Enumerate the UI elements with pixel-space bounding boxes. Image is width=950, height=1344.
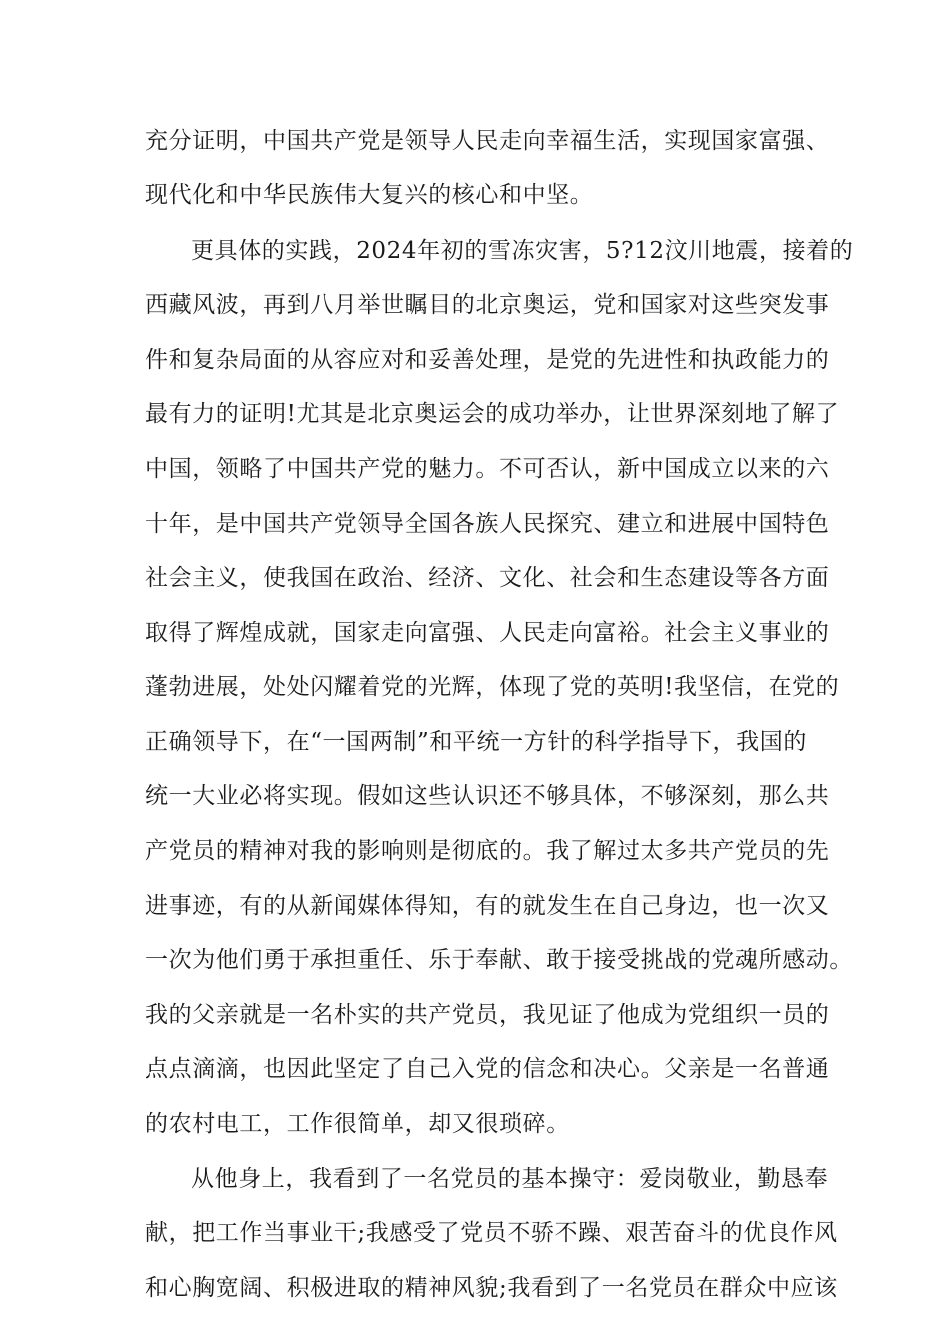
text-line: 正确领导下，在“一国两制”和平统一方针的科学指导下，我国的 xyxy=(145,729,807,755)
text-line: 社会主义，使我国在政治、经济、文化、社会和生态建设等各方面 xyxy=(145,565,830,591)
text-line: 件和复杂局面的从容应对和妥善处理，是党的先进性和执政能力的 xyxy=(145,347,830,373)
text-line: 现代化和中华民族伟大复兴的核心和中坚。 xyxy=(145,182,594,208)
text-line: 西藏风波，再到八月举世瞩目的北京奥运，党和国家对这些突发事 xyxy=(145,292,830,318)
text-line: 蓬勃进展，处处闪耀着党的光辉，体现了党的英明!我坚信，在党的 xyxy=(145,674,840,700)
paragraph-first-line: 从他身上，我看到了一名党员的基本操守：爱岗敬业，勤恳奉 xyxy=(191,1166,829,1192)
text-line: 进事迹，有的从新闻媒体得知，有的就发生在自己身边，也一次又 xyxy=(145,893,830,919)
text-line: 的农村电工，工作很简单，却又很琐碎。 xyxy=(145,1111,570,1137)
paragraph-first-line: 更具体的实践，2024年初的雪冻灾害，5?12汶川地震，接着的 xyxy=(191,238,854,264)
text-line: 献，把工作当事业干;我感受了党员不骄不躁、艰苦奋斗的优良作风 xyxy=(145,1220,838,1246)
text-line: 最有力的证明!尤其是北京奥运会的成功举办，让世界深刻地了解了 xyxy=(145,401,840,427)
text-line: 一次为他们勇于承担重任、乐于奉献、敢于接受挑战的党魂所感动。 xyxy=(145,947,853,973)
text-line: 十年，是中国共产党领导全国各族人民探究、建立和进展中国特色 xyxy=(145,511,830,537)
text-line: 充分证明，中国共产党是领导人民走向幸福生活，实现国家富强、 xyxy=(145,128,830,154)
text-line: 统一大业必将实现。假如这些认识还不够具体，不够深刻，那么共 xyxy=(145,783,830,809)
text-line: 取得了辉煌成就，国家走向富强、人民走向富裕。社会主义事业的 xyxy=(145,620,830,646)
text-line: 中国，领略了中国共产党的魅力。不可否认，新中国成立以来的六 xyxy=(145,456,830,482)
text-line: 产党员的精神对我的影响则是彻底的。我了解过太多共产党员的先 xyxy=(145,838,830,864)
text-line: 和心胸宽阔、积极进取的精神风貌;我看到了一名党员在群众中应该 xyxy=(145,1275,838,1301)
text-line: 点点滴滴，也因此坚定了自己入党的信念和决心。父亲是一名普通 xyxy=(145,1056,830,1082)
text-line: 我的父亲就是一名朴实的共产党员，我见证了他成为党组织一员的 xyxy=(145,1002,830,1028)
